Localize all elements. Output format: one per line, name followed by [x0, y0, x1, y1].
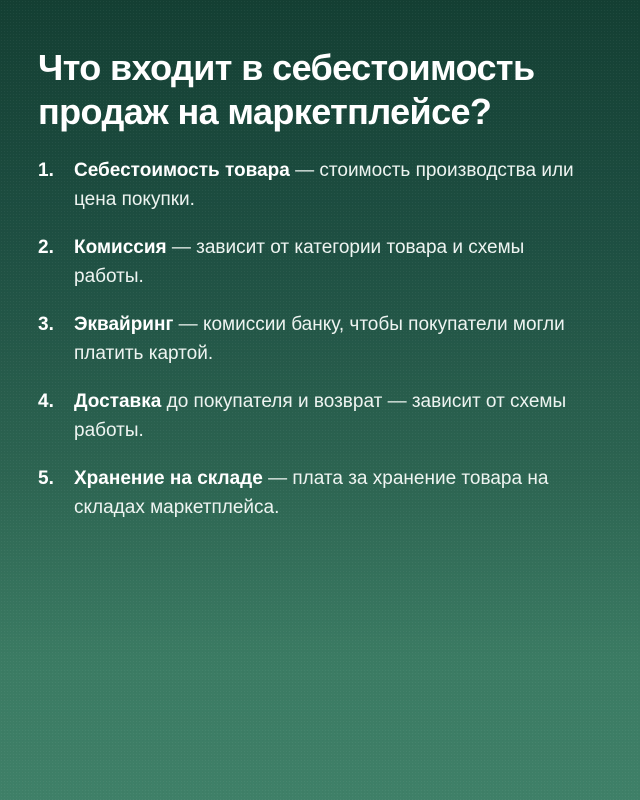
- list-item-cost-of-goods: [38, 156, 598, 214]
- cost-components-list: [38, 156, 598, 541]
- list-item-description: плата за хранение товара на складах маркетплейса.: [74, 468, 549, 518]
- list-item-term: Себестоимость товара: [74, 160, 290, 181]
- list-item-description: стоимость производства или цена покупки.: [74, 160, 574, 210]
- list-item-delivery: [38, 387, 598, 445]
- list-item-storage: [38, 464, 598, 522]
- list-item-term: Доставка: [74, 391, 162, 412]
- list-item-dash: —: [166, 237, 197, 258]
- list-item-term: Хранение на складе: [74, 468, 263, 489]
- list-item-dash: —: [289, 160, 320, 181]
- list-item-term: Эквайринг: [74, 314, 174, 335]
- list-item-number: 5.: [38, 468, 54, 489]
- list-item-description: до покупателя и возврат — зависит от схемы работы.: [74, 391, 567, 441]
- list-item-term: Комиссия: [74, 237, 167, 258]
- list-item-number: 2.: [38, 237, 54, 258]
- list-item-text: [74, 233, 598, 291]
- list-item-commission: [38, 233, 598, 291]
- list-item-number: 4.: [38, 391, 54, 412]
- list-item-description: комиссии банку, чтобы покупатели могли платить картой.: [74, 314, 565, 364]
- list-item-number: 3.: [38, 314, 54, 335]
- list-item-text: [74, 310, 598, 368]
- list-item-description: зависит от категории товара и схемы работы.: [74, 237, 525, 287]
- list-item-number: 1.: [38, 160, 54, 181]
- list-item-text: [74, 156, 598, 214]
- list-item-text: [74, 464, 598, 522]
- list-item-text: [74, 387, 598, 445]
- list-item-acquiring: [38, 310, 598, 368]
- list-item-dash: —: [173, 314, 203, 335]
- page-title: Что входит в себестоимость продаж на маркетплейсе?: [38, 47, 535, 132]
- list-item-dash: —: [262, 468, 293, 489]
